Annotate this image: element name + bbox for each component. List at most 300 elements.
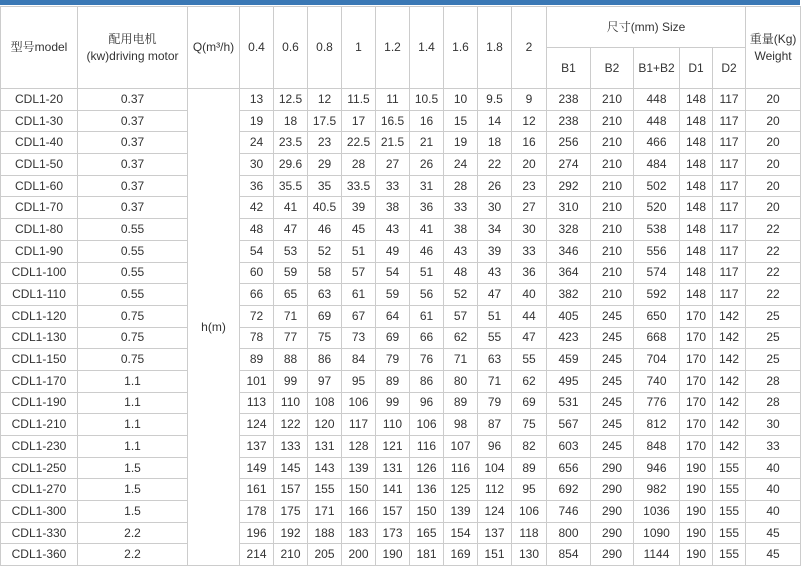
- size-value-cell: 245: [591, 305, 634, 327]
- head-value-cell: 30: [240, 154, 274, 176]
- weight-cell: 25: [746, 305, 801, 327]
- head-value-cell: 22.5: [342, 132, 376, 154]
- head-value-cell: 24: [240, 132, 274, 154]
- model-cell: CDL1-270: [1, 479, 78, 501]
- head-value-cell: 150: [410, 501, 444, 523]
- col-header-b2: B2: [591, 48, 634, 89]
- size-value-cell: 854: [547, 544, 591, 566]
- motor-power-cell: 1.5: [78, 457, 188, 479]
- table-row: [1, 154, 801, 176]
- head-value-cell: 96: [410, 392, 444, 414]
- head-value-cell: 16: [512, 132, 547, 154]
- motor-power-cell: 1.1: [78, 370, 188, 392]
- head-value-cell: 49: [376, 240, 410, 262]
- size-value-cell: 210: [591, 89, 634, 111]
- motor-power-cell: 0.37: [78, 110, 188, 132]
- head-value-cell: 36: [512, 262, 547, 284]
- head-value-cell: 98: [444, 414, 478, 436]
- head-value-cell: 38: [376, 197, 410, 219]
- head-value-cell: 53: [274, 240, 308, 262]
- size-value-cell: 117: [713, 219, 746, 241]
- size-value-cell: 1036: [634, 501, 680, 523]
- head-value-cell: 155: [308, 479, 342, 501]
- weight-cell: 40: [746, 479, 801, 501]
- head-value-cell: 205: [308, 544, 342, 566]
- size-value-cell: 190: [680, 501, 713, 523]
- head-value-cell: 131: [376, 457, 410, 479]
- head-value-cell: 61: [342, 284, 376, 306]
- head-value-cell: 75: [308, 327, 342, 349]
- size-value-cell: 382: [547, 284, 591, 306]
- weight-cell: 20: [746, 175, 801, 197]
- head-value-cell: 113: [240, 392, 274, 414]
- weight-cell: 20: [746, 110, 801, 132]
- weight-header-line1: 重量(Kg): [749, 32, 797, 47]
- table-row: [1, 522, 801, 544]
- head-value-cell: 151: [478, 544, 512, 566]
- head-value-cell: 173: [376, 522, 410, 544]
- head-value-cell: 69: [512, 392, 547, 414]
- col-header-flow-point: 2: [512, 7, 547, 89]
- head-value-cell: 23: [512, 175, 547, 197]
- weight-cell: 25: [746, 349, 801, 371]
- head-value-cell: 40.5: [308, 197, 342, 219]
- size-value-cell: 848: [634, 436, 680, 458]
- size-value-cell: 148: [680, 240, 713, 262]
- size-value-cell: 459: [547, 349, 591, 371]
- motor-power-cell: 0.55: [78, 240, 188, 262]
- head-value-cell: 96: [478, 436, 512, 458]
- head-value-cell: 75: [512, 414, 547, 436]
- model-cell: CDL1-170: [1, 370, 78, 392]
- head-value-cell: 55: [512, 349, 547, 371]
- head-value-cell: 71: [478, 370, 512, 392]
- size-value-cell: 117: [713, 240, 746, 262]
- size-value-cell: 190: [680, 544, 713, 566]
- col-header-flow-point: 0.8: [308, 7, 342, 89]
- head-value-cell: 63: [478, 349, 512, 371]
- weight-header-line2: Weight: [754, 48, 792, 63]
- head-value-cell: 124: [478, 501, 512, 523]
- head-value-cell: 43: [376, 219, 410, 241]
- head-value-cell: 61: [410, 305, 444, 327]
- head-value-cell: 86: [410, 370, 444, 392]
- head-value-cell: 67: [342, 305, 376, 327]
- head-value-cell: 21: [410, 132, 444, 154]
- table-row: [1, 370, 801, 392]
- weight-cell: 28: [746, 392, 801, 414]
- size-value-cell: 502: [634, 175, 680, 197]
- head-value-cell: 29: [308, 154, 342, 176]
- head-value-cell: 45: [342, 219, 376, 241]
- head-value-cell: 57: [342, 262, 376, 284]
- model-cell: CDL1-250: [1, 457, 78, 479]
- top-accent-bar: [0, 0, 800, 5]
- head-value-cell: 18: [478, 132, 512, 154]
- size-value-cell: 448: [634, 110, 680, 132]
- model-cell: CDL1-330: [1, 522, 78, 544]
- col-header-flow-point: 1: [342, 7, 376, 89]
- size-value-cell: 776: [634, 392, 680, 414]
- head-value-cell: 10: [444, 89, 478, 111]
- table-row: [1, 305, 801, 327]
- weight-cell: 22: [746, 262, 801, 284]
- head-value-cell: 130: [512, 544, 547, 566]
- col-header-d2: D2: [713, 48, 746, 89]
- head-value-cell: 57: [444, 305, 478, 327]
- size-value-cell: 210: [591, 284, 634, 306]
- table-row: [1, 544, 801, 566]
- size-value-cell: 740: [634, 370, 680, 392]
- size-value-cell: 155: [713, 544, 746, 566]
- size-value-cell: 574: [634, 262, 680, 284]
- head-value-cell: 28: [342, 154, 376, 176]
- model-cell: CDL1-210: [1, 414, 78, 436]
- head-value-cell: 110: [376, 414, 410, 436]
- head-value-cell: 31: [410, 175, 444, 197]
- model-cell: CDL1-80: [1, 219, 78, 241]
- col-header-d1: D1: [680, 48, 713, 89]
- head-value-cell: 95: [512, 479, 547, 501]
- header-row-1: [1, 7, 801, 48]
- size-value-cell: 170: [680, 370, 713, 392]
- head-value-cell: 178: [240, 501, 274, 523]
- head-value-cell: 76: [410, 349, 444, 371]
- head-value-cell: 175: [274, 501, 308, 523]
- head-value-cell: 62: [444, 327, 478, 349]
- head-value-cell: 54: [240, 240, 274, 262]
- size-value-cell: 538: [634, 219, 680, 241]
- head-value-cell: 11.5: [342, 89, 376, 111]
- head-value-cell: 120: [308, 414, 342, 436]
- motor-power-cell: 0.37: [78, 132, 188, 154]
- head-value-cell: 89: [444, 392, 478, 414]
- head-value-cell: 71: [274, 305, 308, 327]
- head-value-cell: 22: [478, 154, 512, 176]
- weight-cell: 20: [746, 197, 801, 219]
- head-value-cell: 51: [342, 240, 376, 262]
- head-value-cell: 27: [376, 154, 410, 176]
- size-value-cell: 946: [634, 457, 680, 479]
- motor-power-cell: 0.55: [78, 262, 188, 284]
- head-value-cell: 89: [376, 370, 410, 392]
- head-value-cell: 79: [376, 349, 410, 371]
- head-value-cell: 17: [342, 110, 376, 132]
- table-row: [1, 457, 801, 479]
- motor-power-cell: 1.1: [78, 436, 188, 458]
- size-value-cell: 245: [591, 370, 634, 392]
- model-cell: CDL1-60: [1, 175, 78, 197]
- col-header-flow-point: 1.8: [478, 7, 512, 89]
- head-value-cell: 116: [444, 457, 478, 479]
- weight-cell: 25: [746, 327, 801, 349]
- head-value-cell: 169: [444, 544, 478, 566]
- size-value-cell: 148: [680, 154, 713, 176]
- size-value-cell: 423: [547, 327, 591, 349]
- motor-power-cell: 0.55: [78, 219, 188, 241]
- size-value-cell: 117: [713, 175, 746, 197]
- col-header-weight: [746, 7, 801, 89]
- head-value-cell: 16: [410, 110, 444, 132]
- size-value-cell: 117: [713, 197, 746, 219]
- size-value-cell: 170: [680, 414, 713, 436]
- head-value-cell: 47: [512, 327, 547, 349]
- head-value-cell: 36: [240, 175, 274, 197]
- head-value-cell: 161: [240, 479, 274, 501]
- head-value-cell: 154: [444, 522, 478, 544]
- size-value-cell: 290: [591, 522, 634, 544]
- size-value-cell: 148: [680, 262, 713, 284]
- head-value-cell: 80: [444, 370, 478, 392]
- head-value-cell: 23.5: [274, 132, 308, 154]
- head-value-cell: 79: [478, 392, 512, 414]
- table-row: [1, 240, 801, 262]
- size-value-cell: 117: [713, 89, 746, 111]
- head-value-cell: 33: [376, 175, 410, 197]
- head-value-cell: 59: [376, 284, 410, 306]
- head-value-cell: 125: [444, 479, 478, 501]
- size-value-cell: 117: [713, 262, 746, 284]
- head-value-cell: 44: [512, 305, 547, 327]
- head-value-cell: 46: [410, 240, 444, 262]
- size-value-cell: 448: [634, 89, 680, 111]
- table-row: [1, 197, 801, 219]
- size-value-cell: 603: [547, 436, 591, 458]
- model-cell: CDL1-20: [1, 89, 78, 111]
- head-value-cell: 14: [478, 110, 512, 132]
- size-value-cell: 142: [713, 327, 746, 349]
- head-value-cell: 9.5: [478, 89, 512, 111]
- size-value-cell: 290: [591, 544, 634, 566]
- size-value-cell: 692: [547, 479, 591, 501]
- size-value-cell: 117: [713, 284, 746, 306]
- col-header-size-group: 尺寸(mm) Size: [547, 7, 746, 48]
- model-cell: CDL1-190: [1, 392, 78, 414]
- head-value-cell: 42: [240, 197, 274, 219]
- model-cell: CDL1-130: [1, 327, 78, 349]
- size-value-cell: 190: [680, 457, 713, 479]
- head-value-cell: 73: [342, 327, 376, 349]
- head-value-cell: 200: [342, 544, 376, 566]
- col-header-b1: B1: [547, 48, 591, 89]
- head-value-cell: 52: [308, 240, 342, 262]
- head-value-cell: 48: [240, 219, 274, 241]
- head-value-cell: 35.5: [274, 175, 308, 197]
- motor-power-cell: 1.5: [78, 501, 188, 523]
- table-row: [1, 89, 801, 111]
- head-value-cell: 12: [512, 110, 547, 132]
- pump-spec-table: [0, 6, 801, 566]
- head-value-cell: 131: [308, 436, 342, 458]
- size-value-cell: 210: [591, 110, 634, 132]
- col-header-flow-point: 0.4: [240, 7, 274, 89]
- head-value-cell: 112: [478, 479, 512, 501]
- size-value-cell: 155: [713, 457, 746, 479]
- col-header-flow-point: 1.2: [376, 7, 410, 89]
- head-value-cell: 41: [274, 197, 308, 219]
- size-value-cell: 290: [591, 501, 634, 523]
- head-value-cell: 181: [410, 544, 444, 566]
- model-cell: CDL1-110: [1, 284, 78, 306]
- head-value-cell: 110: [274, 392, 308, 414]
- size-value-cell: 170: [680, 327, 713, 349]
- head-value-cell: 59: [274, 262, 308, 284]
- size-value-cell: 245: [591, 414, 634, 436]
- model-cell: CDL1-70: [1, 197, 78, 219]
- head-value-cell: 116: [410, 436, 444, 458]
- model-cell: CDL1-120: [1, 305, 78, 327]
- head-value-cell: 150: [342, 479, 376, 501]
- head-value-cell: 107: [444, 436, 478, 458]
- head-value-cell: 89: [240, 349, 274, 371]
- col-header-flow-point: 1.4: [410, 7, 444, 89]
- head-value-cell: 35: [308, 175, 342, 197]
- table-row: [1, 436, 801, 458]
- size-value-cell: 495: [547, 370, 591, 392]
- size-value-cell: 346: [547, 240, 591, 262]
- size-value-cell: 148: [680, 132, 713, 154]
- head-value-cell: 106: [342, 392, 376, 414]
- head-value-cell: 66: [410, 327, 444, 349]
- motor-power-cell: 0.37: [78, 154, 188, 176]
- head-value-cell: 12: [308, 89, 342, 111]
- weight-cell: 30: [746, 414, 801, 436]
- size-value-cell: 328: [547, 219, 591, 241]
- weight-cell: 22: [746, 240, 801, 262]
- head-value-cell: 30: [512, 219, 547, 241]
- head-value-cell: 51: [410, 262, 444, 284]
- size-value-cell: 155: [713, 479, 746, 501]
- head-value-cell: 38: [444, 219, 478, 241]
- size-value-cell: 238: [547, 110, 591, 132]
- model-cell: CDL1-100: [1, 262, 78, 284]
- head-value-cell: 30: [478, 197, 512, 219]
- table-row: [1, 175, 801, 197]
- size-value-cell: 704: [634, 349, 680, 371]
- table-row: [1, 349, 801, 371]
- size-value-cell: 142: [713, 392, 746, 414]
- head-value-cell: 99: [274, 370, 308, 392]
- head-value-cell: 34: [478, 219, 512, 241]
- head-value-cell: 28: [444, 175, 478, 197]
- head-value-cell: 137: [478, 522, 512, 544]
- size-value-cell: 982: [634, 479, 680, 501]
- size-value-cell: 148: [680, 197, 713, 219]
- head-value-cell: 26: [410, 154, 444, 176]
- weight-cell: 20: [746, 132, 801, 154]
- head-value-cell: 18: [274, 110, 308, 132]
- head-value-cell: 157: [274, 479, 308, 501]
- head-value-cell: 171: [308, 501, 342, 523]
- head-value-cell: 149: [240, 457, 274, 479]
- head-value-cell: 188: [308, 522, 342, 544]
- col-header-flow-rate: Q(m³/h): [188, 7, 240, 89]
- head-value-cell: 95: [342, 370, 376, 392]
- head-value-cell: 66: [240, 284, 274, 306]
- motor-power-cell: 0.37: [78, 89, 188, 111]
- size-value-cell: 746: [547, 501, 591, 523]
- head-value-cell: 122: [274, 414, 308, 436]
- head-value-cell: 56: [410, 284, 444, 306]
- head-value-cell: 192: [274, 522, 308, 544]
- model-cell: CDL1-230: [1, 436, 78, 458]
- table-row: [1, 262, 801, 284]
- head-value-cell: 108: [308, 392, 342, 414]
- weight-cell: 28: [746, 370, 801, 392]
- head-value-cell: 43: [444, 240, 478, 262]
- head-value-cell: 139: [444, 501, 478, 523]
- size-value-cell: 148: [680, 219, 713, 241]
- motor-power-cell: 1.5: [78, 479, 188, 501]
- weight-cell: 33: [746, 436, 801, 458]
- head-value-cell: 69: [376, 327, 410, 349]
- weight-cell: 22: [746, 219, 801, 241]
- head-value-cell: 60: [240, 262, 274, 284]
- head-value-cell: 33: [444, 197, 478, 219]
- head-value-cell: 126: [410, 457, 444, 479]
- motor-power-cell: 0.75: [78, 305, 188, 327]
- head-value-cell: 41: [410, 219, 444, 241]
- col-header-flow-point: 0.6: [274, 7, 308, 89]
- head-value-cell: 143: [308, 457, 342, 479]
- head-value-cell: 117: [342, 414, 376, 436]
- head-value-cell: 86: [308, 349, 342, 371]
- head-value-cell: 196: [240, 522, 274, 544]
- head-value-cell: 24: [444, 154, 478, 176]
- size-value-cell: 567: [547, 414, 591, 436]
- size-value-cell: 310: [547, 197, 591, 219]
- head-value-cell: 69: [308, 305, 342, 327]
- size-value-cell: 245: [591, 349, 634, 371]
- table-header: [1, 7, 801, 89]
- head-value-cell: 137: [240, 436, 274, 458]
- col-header-b1b2: B1+B2: [634, 48, 680, 89]
- size-value-cell: 142: [713, 414, 746, 436]
- head-value-cell: 106: [512, 501, 547, 523]
- size-value-cell: 256: [547, 132, 591, 154]
- motor-power-cell: 0.75: [78, 327, 188, 349]
- head-value-cell: 46: [308, 219, 342, 241]
- head-value-cell: 97: [308, 370, 342, 392]
- table-row: [1, 219, 801, 241]
- head-value-cell: 19: [444, 132, 478, 154]
- size-value-cell: 650: [634, 305, 680, 327]
- size-value-cell: 292: [547, 175, 591, 197]
- size-value-cell: 117: [713, 132, 746, 154]
- size-value-cell: 148: [680, 89, 713, 111]
- size-value-cell: 170: [680, 436, 713, 458]
- size-value-cell: 1090: [634, 522, 680, 544]
- size-value-cell: 170: [680, 392, 713, 414]
- size-value-cell: 210: [591, 132, 634, 154]
- head-value-cell: 214: [240, 544, 274, 566]
- size-value-cell: 466: [634, 132, 680, 154]
- head-value-cell: 20: [512, 154, 547, 176]
- size-value-cell: 290: [591, 479, 634, 501]
- head-value-cell: 141: [376, 479, 410, 501]
- head-value-cell: 190: [376, 544, 410, 566]
- size-value-cell: 812: [634, 414, 680, 436]
- head-value-cell: 78: [240, 327, 274, 349]
- size-value-cell: 155: [713, 522, 746, 544]
- model-cell: CDL1-300: [1, 501, 78, 523]
- head-value-cell: 52: [444, 284, 478, 306]
- table-row: [1, 392, 801, 414]
- model-cell: CDL1-150: [1, 349, 78, 371]
- head-value-cell: 104: [478, 457, 512, 479]
- head-value-cell: 19: [240, 110, 274, 132]
- head-value-cell: 71: [444, 349, 478, 371]
